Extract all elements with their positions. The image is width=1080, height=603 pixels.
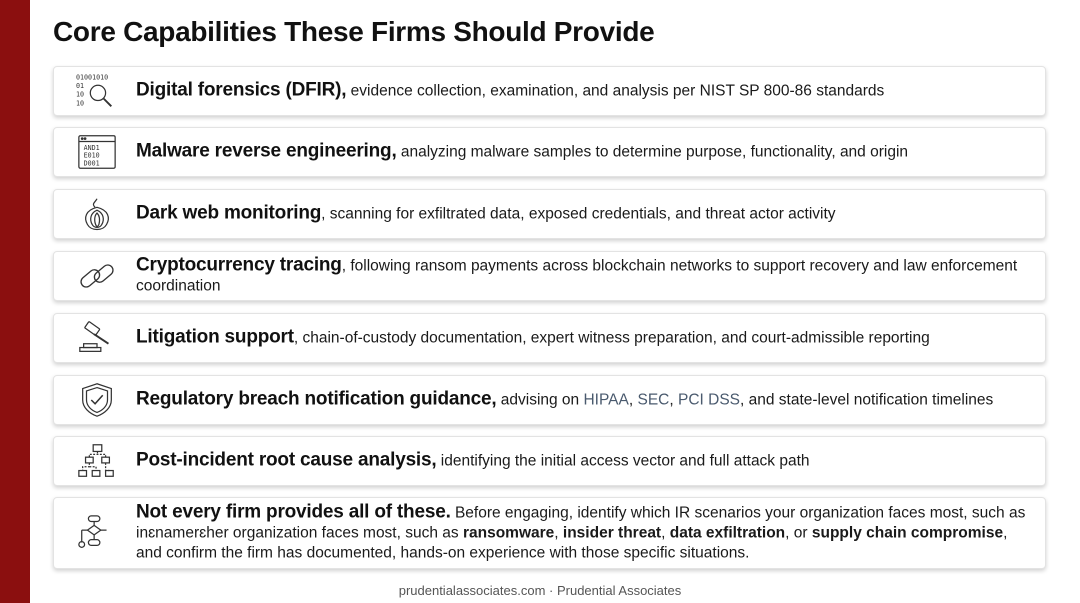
flowchart-icon (74, 512, 120, 554)
shield-check-icon (74, 379, 120, 421)
capability-text: Digital forensics (DFIR), evidence collection, examination, and analysis per NIST SP 800-86 standards (136, 79, 885, 101)
hierarchy-icon (74, 440, 120, 482)
capability-text: Dark web monitoring, scanning for exfiltrated data, exposed credentials, and threat actor activity (136, 202, 836, 224)
binary-line-1: 01001010 (76, 73, 109, 82)
onion-icon (74, 193, 120, 235)
capability-text: Cryptocurrency tracing, following ransom payments across blockchain networks to support recovery and law enforcement coordination (136, 254, 1018, 295)
binary-line-2: 01 (76, 82, 85, 91)
capability-card-dfir (53, 66, 1046, 116)
binary-line-4: 10 (76, 99, 85, 108)
code-line-3: D001 (83, 159, 100, 168)
capability-text: Not every firm provides all of these. Before engaging, identify which IR scenarios your organization faces most, such as inɛnamerɛher organization faces most, such as ransomware, insider threat, data exfiltration, or supply chain compromise, and confirm the firm has documented, hands-on experience with those specific situations. (136, 501, 1026, 562)
capability-card-regulatory (53, 375, 1046, 425)
page-title: Core Capabilities These Firms Should Provide (53, 16, 655, 47)
capability-card-litigation (53, 313, 1046, 363)
capability-card-darkweb (53, 189, 1046, 239)
regulation-sec: SEC (637, 391, 670, 409)
footer: prudentialassociates.com · Prudential Associates (398, 583, 682, 598)
gavel-icon (74, 317, 120, 359)
code-line-1: AND1 (83, 144, 100, 153)
capability-card-malware (53, 127, 1046, 177)
capability-text: Litigation support, chain-of-custody documentation, expert witness preparation, and court-admissible reporting (136, 326, 930, 348)
capability-text: Regulatory breach notification guidance, advising on HIPAA, SEC, PCI DSS, and state-level notification timelines (136, 388, 994, 410)
capability-text: Malware reverse engineering, analyzing malware samples to determine purpose, functionality, and origin (136, 140, 909, 162)
accent-bar (0, 0, 30, 603)
capability-card-crypto (53, 251, 1046, 301)
capability-card-note (53, 497, 1046, 569)
binary-magnifier-icon (74, 70, 120, 112)
code-line-2: E010 (83, 151, 100, 160)
regulation-hipaa: HIPAA (583, 391, 629, 409)
capability-card-root-cause (53, 436, 1046, 486)
capability-text: Post-incident root cause analysis, identifying the initial access vector and full attack path (136, 449, 810, 471)
code-window-icon (74, 131, 120, 173)
regulation-pci-dss: PCI DSS (677, 391, 740, 409)
chain-link-icon (74, 255, 120, 297)
binary-line-3: 10 (76, 90, 85, 99)
